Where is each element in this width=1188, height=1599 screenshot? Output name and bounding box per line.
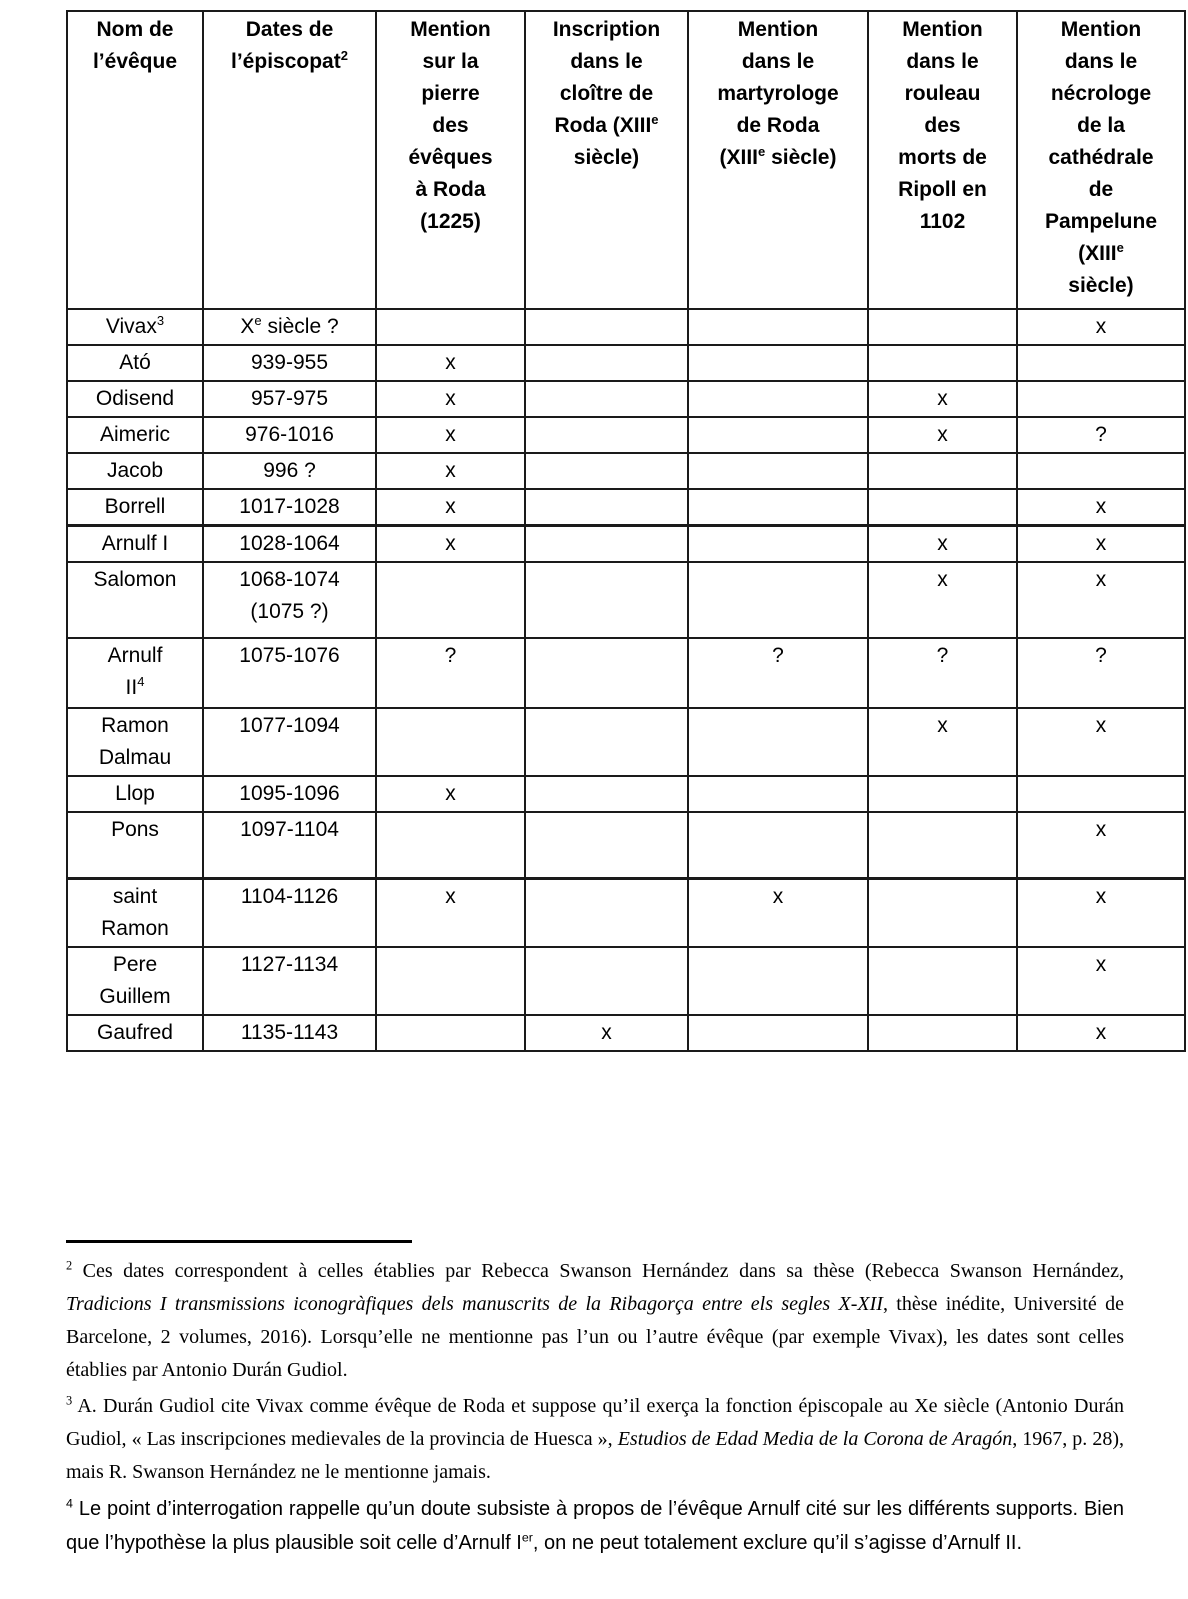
dates-cell: 996 ? bbox=[203, 453, 376, 489]
table-row bbox=[67, 947, 1185, 1015]
bishop-name-cell: Gaufred bbox=[67, 1015, 203, 1051]
table-row bbox=[67, 812, 1185, 879]
mark-cell bbox=[525, 489, 688, 526]
bishop-name-cell: Odisend bbox=[67, 381, 203, 417]
bishop-name-cell: Ató bbox=[67, 345, 203, 381]
table-row bbox=[67, 526, 1185, 563]
mark-cell: x bbox=[1017, 489, 1185, 526]
footnote-2: $^2$ Ces dates correspondent à celles établies par Rebecca Swanson Hernández dans sa thèse (Rebecca Swanson Hernández, Tradicions I transmissions iconogràfiques dels manuscrits de la Ribagorça entre els segles X-XII, thèse inédite, Université de Barcelone, 2 volumes, 2016). Lorsqu’elle ne mentionne pas l’un ou l’autre évêque (par exemple Vivax), les dates sont celles établies par Antonio Durán Gudiol. bbox=[66, 1258, 1124, 1381]
mark-cell bbox=[525, 526, 688, 563]
mark-cell bbox=[688, 489, 868, 526]
bishop-name-cell: Ramon Dalmau bbox=[67, 708, 203, 776]
mark-cell: x bbox=[376, 489, 525, 526]
mark-cell: x bbox=[1017, 526, 1185, 563]
column-header: Inscription dans le cloître de Roda (XIIIe siècle) bbox=[525, 11, 688, 309]
table-row bbox=[67, 489, 1185, 526]
mark-cell: x bbox=[1017, 708, 1185, 776]
dates-cell: 1095-1096 bbox=[203, 776, 376, 812]
mark-cell bbox=[688, 947, 868, 1015]
mark-cell bbox=[525, 638, 688, 708]
mark-cell bbox=[376, 309, 525, 345]
bishop-name-cell: Vivax$^3$ bbox=[67, 309, 203, 345]
table-row bbox=[67, 562, 1185, 638]
mark-cell bbox=[376, 708, 525, 776]
mark-cell: x bbox=[1017, 1015, 1185, 1051]
table-row bbox=[67, 1015, 1185, 1051]
mark-cell bbox=[1017, 453, 1185, 489]
mark-cell bbox=[868, 489, 1017, 526]
mark-cell bbox=[525, 776, 688, 812]
bishop-name-cell: Llop bbox=[67, 776, 203, 812]
mark-cell bbox=[525, 947, 688, 1015]
mark-cell bbox=[376, 812, 525, 879]
bishop-name-cell: Pere Guillem bbox=[67, 947, 203, 1015]
footnote-4: $^4$ Le point d’interrogation rappelle qu’un doute subsiste à propos de l’évêque Arnulf cité sur les différents supports. Bien que l’hypothèse la plus plausible soit celle d’Arnulf Ier, on ne peut totalement exclure qu’il s’agisse d’Arnulf II. bbox=[66, 1496, 1124, 1554]
table-row bbox=[67, 776, 1185, 812]
mark-cell bbox=[868, 309, 1017, 345]
mark-cell bbox=[868, 776, 1017, 812]
mark-cell: x bbox=[376, 879, 525, 948]
mark-cell bbox=[525, 562, 688, 638]
table-row bbox=[67, 381, 1185, 417]
dates-cell: 1135-1143 bbox=[203, 1015, 376, 1051]
dates-cell: 1028-1064 bbox=[203, 526, 376, 563]
table-row bbox=[67, 453, 1185, 489]
mark-cell bbox=[376, 562, 525, 638]
mark-cell bbox=[688, 562, 868, 638]
dates-cell: 1097-1104 bbox=[203, 812, 376, 879]
mark-cell: x bbox=[376, 345, 525, 381]
table-row bbox=[67, 708, 1185, 776]
column-header: Mention dans le nécrologe de la cathédrale de Pampelune (XIIIe siècle) bbox=[1017, 11, 1185, 309]
mark-cell: x bbox=[868, 526, 1017, 563]
mark-cell bbox=[525, 812, 688, 879]
footnote-separator bbox=[66, 1240, 412, 1243]
mark-cell bbox=[688, 345, 868, 381]
bishop-name-cell: Borrell bbox=[67, 489, 203, 526]
mark-cell: x bbox=[868, 381, 1017, 417]
mark-cell bbox=[525, 417, 688, 453]
table-row bbox=[67, 417, 1185, 453]
mark-cell: x bbox=[868, 708, 1017, 776]
mark-cell bbox=[868, 879, 1017, 948]
table-header-row bbox=[67, 11, 1185, 309]
mark-cell bbox=[1017, 345, 1185, 381]
dates-cell: 1077-1094 bbox=[203, 708, 376, 776]
mark-cell: x bbox=[868, 417, 1017, 453]
bishop-name-cell: Aimeric bbox=[67, 417, 203, 453]
dates-cell: 1127-1134 bbox=[203, 947, 376, 1015]
mark-cell bbox=[1017, 776, 1185, 812]
mark-cell: x bbox=[376, 381, 525, 417]
mark-cell bbox=[525, 708, 688, 776]
footnote-3: $^3$ A. Durán Gudiol cite Vivax comme évêque de Roda et suppose qu’il exerça la fonction épiscopale au Xe siècle (Antonio Durán Gudiol, « Las inscripciones medievales de la provincia de Huesca », Estudios de Edad Media de la Corona de Aragón, 1967, p. 28), mais R. Swanson Hernández ne le mentionne jamais. bbox=[66, 1393, 1124, 1483]
mark-cell: x bbox=[688, 879, 868, 948]
mark-cell: x bbox=[376, 417, 525, 453]
mark-cell bbox=[376, 947, 525, 1015]
dates-cell: 957-975 bbox=[203, 381, 376, 417]
mark-cell bbox=[688, 417, 868, 453]
mark-cell bbox=[688, 1015, 868, 1051]
column-header: Nom de l’évêque bbox=[67, 11, 203, 309]
mark-cell bbox=[868, 812, 1017, 879]
column-header: Mention dans le martyrologe de Roda (XIIIe siècle) bbox=[688, 11, 868, 309]
mark-cell bbox=[525, 345, 688, 381]
column-header: Mention sur la pierre des évêques à Roda (1225) bbox=[376, 11, 525, 309]
table-row bbox=[67, 309, 1185, 345]
mark-cell: x bbox=[1017, 879, 1185, 948]
table-row bbox=[67, 345, 1185, 381]
mark-cell: ? bbox=[1017, 638, 1185, 708]
mark-cell bbox=[1017, 381, 1185, 417]
column-header: Dates de l’épiscopat$^2$ bbox=[203, 11, 376, 309]
dates-cell: 976-1016 bbox=[203, 417, 376, 453]
mark-cell bbox=[688, 453, 868, 489]
mark-cell: x bbox=[525, 1015, 688, 1051]
mark-cell bbox=[868, 345, 1017, 381]
dates-cell: 1075-1076 bbox=[203, 638, 376, 708]
dates-cell: 1068-1074 (1075 ?) bbox=[203, 562, 376, 638]
mark-cell: x bbox=[868, 562, 1017, 638]
table-row bbox=[67, 879, 1185, 948]
mark-cell bbox=[688, 812, 868, 879]
bishop-name-cell: Arnulf I bbox=[67, 526, 203, 563]
mark-cell: x bbox=[1017, 309, 1185, 345]
mark-cell bbox=[525, 381, 688, 417]
dates-cell: 939-955 bbox=[203, 345, 376, 381]
mark-cell bbox=[525, 453, 688, 489]
mark-cell bbox=[525, 309, 688, 345]
dates-cell: Xe siècle ? bbox=[203, 309, 376, 345]
mark-cell: x bbox=[376, 526, 525, 563]
mark-cell bbox=[688, 526, 868, 563]
mark-cell bbox=[376, 1015, 525, 1051]
mark-cell: ? bbox=[1017, 417, 1185, 453]
bishops-mentions-table bbox=[66, 10, 1186, 1052]
mark-cell: ? bbox=[868, 638, 1017, 708]
mark-cell: x bbox=[1017, 812, 1185, 879]
mark-cell: x bbox=[376, 776, 525, 812]
dates-cell: 1017-1028 bbox=[203, 489, 376, 526]
mark-cell: ? bbox=[376, 638, 525, 708]
mark-cell: x bbox=[376, 453, 525, 489]
column-header: Mention dans le rouleau des morts de Ripoll en 1102 bbox=[868, 11, 1017, 309]
bishop-name-cell: saint Ramon bbox=[67, 879, 203, 948]
bishop-name-cell: Salomon bbox=[67, 562, 203, 638]
dates-cell: 1104-1126 bbox=[203, 879, 376, 948]
mark-cell bbox=[688, 309, 868, 345]
mark-cell: x bbox=[1017, 562, 1185, 638]
mark-cell bbox=[688, 776, 868, 812]
bishop-name-cell: Jacob bbox=[67, 453, 203, 489]
mark-cell bbox=[688, 381, 868, 417]
mark-cell: x bbox=[1017, 947, 1185, 1015]
bishop-name-cell: Arnulf $II^4$ bbox=[67, 638, 203, 708]
mark-cell bbox=[868, 1015, 1017, 1051]
bishop-name-cell: Pons bbox=[67, 812, 203, 879]
footnotes-section bbox=[66, 1240, 1124, 1563]
mark-cell: ? bbox=[688, 638, 868, 708]
mark-cell bbox=[688, 708, 868, 776]
mark-cell bbox=[868, 453, 1017, 489]
table-row bbox=[67, 638, 1185, 708]
mark-cell bbox=[868, 947, 1017, 1015]
mark-cell bbox=[525, 879, 688, 948]
